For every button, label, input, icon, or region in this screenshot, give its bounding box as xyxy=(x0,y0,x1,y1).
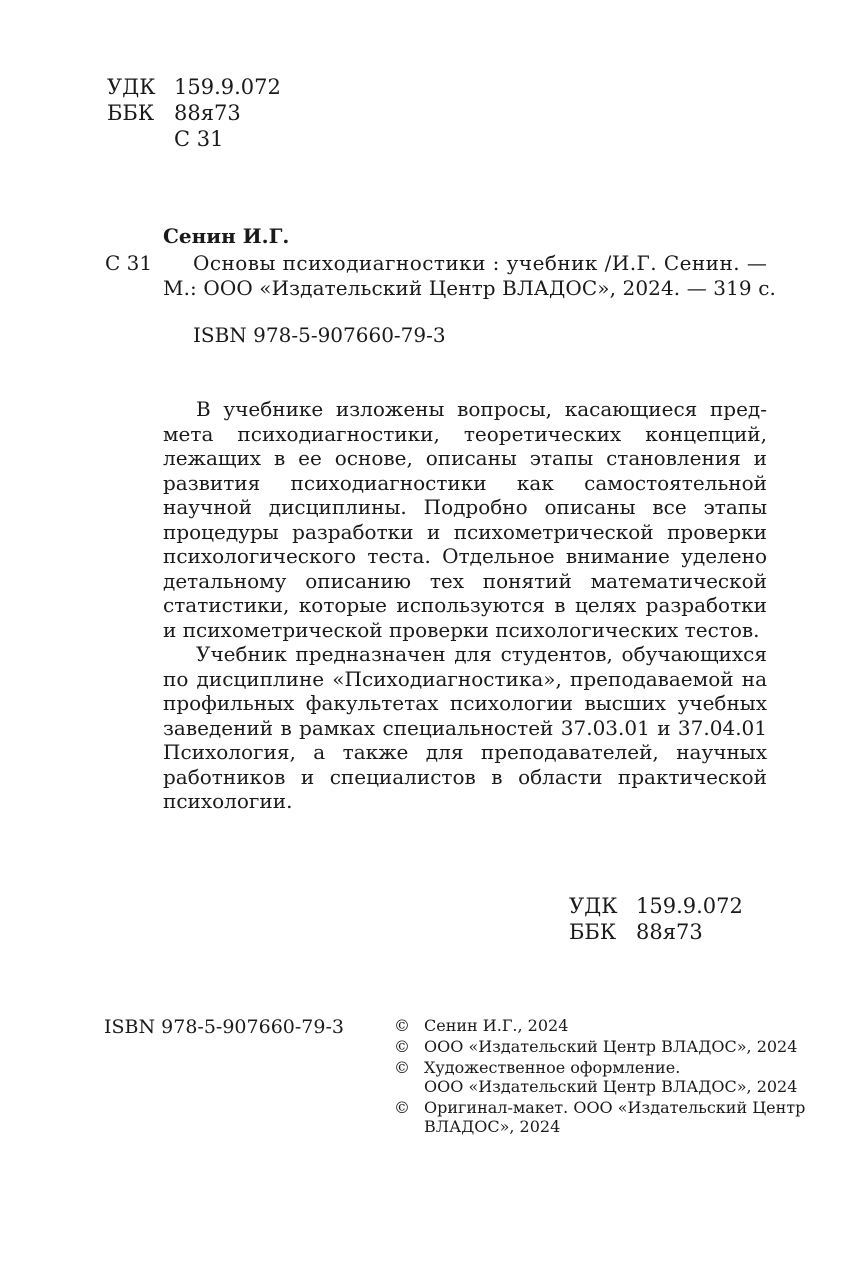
udk-line-bottom xyxy=(569,893,743,919)
bbk-line xyxy=(107,100,281,126)
bbk-value-bottom: 88я73 xyxy=(636,920,703,944)
copyright-symbol: © xyxy=(394,1016,410,1035)
bbk-line-bottom xyxy=(569,919,743,945)
copyright-line: ООО «Издательский Центр ВЛАДОС», 2024 xyxy=(424,1037,798,1056)
copyright-line: Художественное оформление. xyxy=(424,1058,681,1077)
copyright-line: Сенин И.Г., 2024 xyxy=(424,1016,569,1035)
bbk-value: 88я73 xyxy=(174,101,241,125)
udk-line xyxy=(107,74,281,100)
copyright-symbol: © xyxy=(394,1058,410,1077)
author-name: Сенин И.Г. xyxy=(163,224,290,248)
bib-isbn: ISBN 978-5-907660-79-3 xyxy=(193,323,446,347)
copyright-line: ООО «Издательский Центр ВЛАДОС», 2024 xyxy=(424,1077,798,1096)
copyright-symbol: © xyxy=(394,1098,410,1117)
bbk-label-bottom: ББК xyxy=(569,920,617,944)
udk-label: УДК xyxy=(107,75,156,99)
classification-bottom xyxy=(569,893,743,945)
copyright-line: Оригинал-макет. ООО «Издательский Центр xyxy=(424,1098,806,1117)
author-mark-line xyxy=(107,126,281,152)
bib-title-line: Основы психодиагностики : учебник /И.Г. Сенин. — xyxy=(193,251,768,275)
copyright-symbol: © xyxy=(394,1037,410,1056)
copyright-line: ВЛАДОС», 2024 xyxy=(424,1117,561,1136)
annotation-paragraph-1: В учебнике изложены вопросы, касающиеся предмета психодиагностики, теоретических концепций, лежащих в ее основе, описаны этапы становления и развития психодиагностики как самостоятельной научной дисциплины. Подробно описаны все этапы процедуры разработки и психометрической проверки психологического теста. Отдельное внимание уделено детальному описанию тех понятий математической статистики, которые используются в целях разработки и психометрической проверки психологических тестов. xyxy=(163,397,767,642)
author-mark: С 31 xyxy=(174,127,224,151)
annotation xyxy=(163,397,767,814)
footer-isbn: ISBN 978-5-907660-79-3 xyxy=(104,1016,344,1038)
classification-top xyxy=(107,74,281,152)
bbk-label: ББК xyxy=(107,101,155,125)
bib-author-mark: С 31 xyxy=(105,251,153,275)
udk-value: 159.9.072 xyxy=(174,75,281,99)
bib-publisher-line: М.: ООО «Издательский Центр ВЛАДОС», 2024. — 319 с. xyxy=(163,276,776,300)
udk-value-bottom: 159.9.072 xyxy=(636,894,743,918)
annotation-paragraph-2: Учебник предназначен для студентов, обучающихся по дисциплине «Психодиагностика», преподаваемой на профильных факультетах психологии высших учебных заведений в рамках специальностей 37.03.01 и 37.04.01 Психология, а также для преподавателей, научных работников и специалистов в области практической психологии. xyxy=(163,642,767,813)
udk-label-bottom: УДК xyxy=(569,894,618,918)
